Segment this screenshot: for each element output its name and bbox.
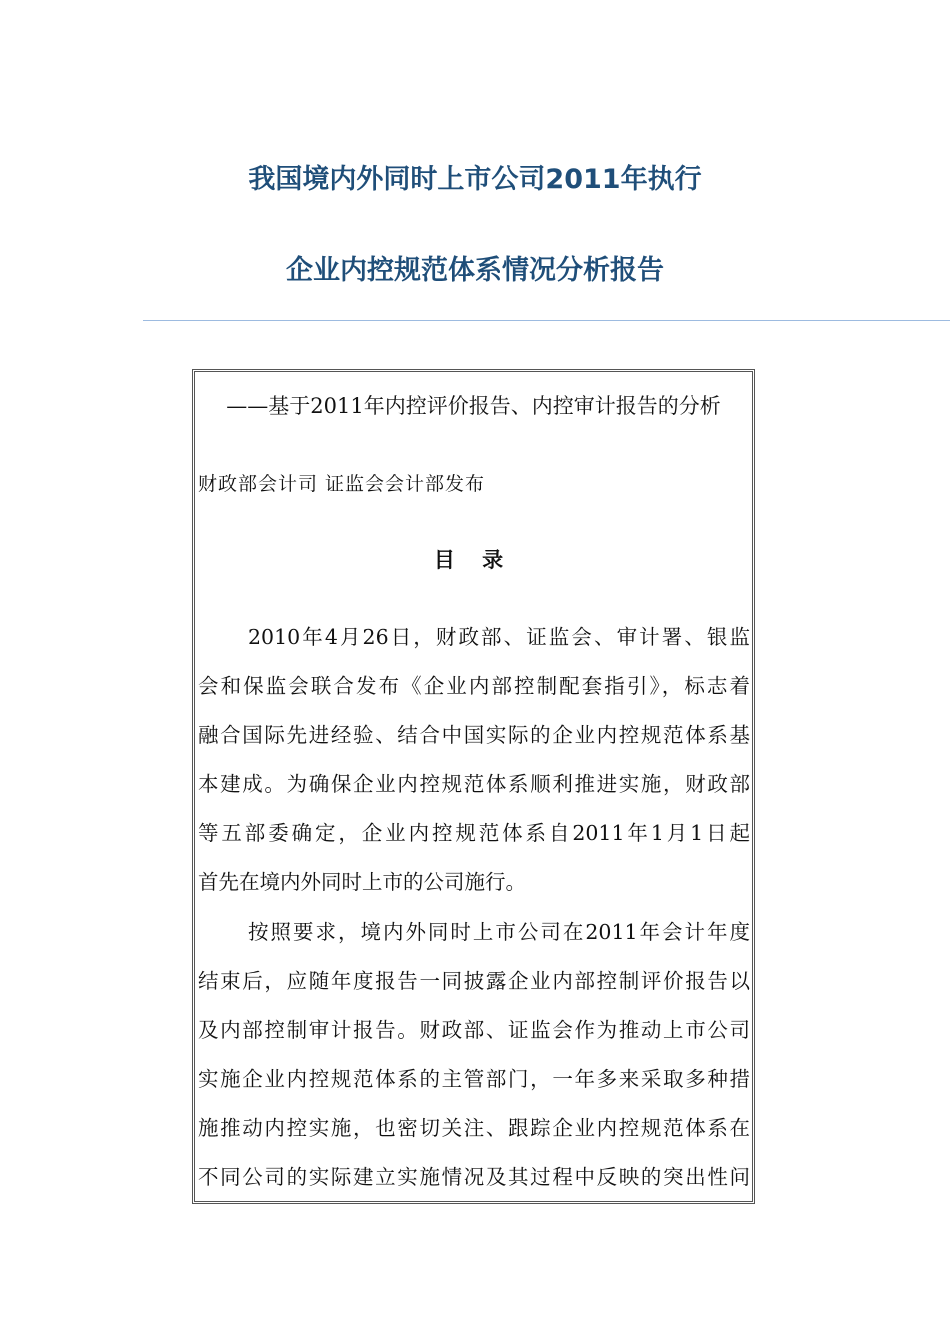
paragraph-line: 施推动内控实施，也密切关注、跟踪企业内控规范体系在 <box>198 1116 750 1140</box>
publisher-line: 财政部会计司 证监会会计部发布 <box>198 473 486 495</box>
paragraph-line: 结束后，应随年度报告一同披露企业内部控制评价报告以 <box>198 969 750 993</box>
framed-content-box <box>192 369 755 1204</box>
title-divider <box>143 320 950 321</box>
paragraph-line: 融合国际先进经验、结合中国实际的企业内控规范体系基 <box>198 723 750 747</box>
paragraph-1 <box>198 613 750 907</box>
paragraph-line: 2010年4月26日，财政部、证监会、审计署、银监 <box>248 625 750 649</box>
paragraph-line: 及内部控制审计报告。财政部、证监会作为推动上市公司 <box>198 1018 750 1042</box>
paragraph-2 <box>198 908 750 1202</box>
subtitle: ——基于2011年内控评价报告、内控审计报告的分析 <box>226 394 721 418</box>
paragraph-line: 会和保监会联合发布《企业内部控制配套指引》，标志着 <box>198 674 750 698</box>
paragraph-line: 首先在境内外同时上市的公司施行。 <box>198 870 526 894</box>
document-title-line-1: 我国境内外同时上市公司2011年执行 <box>248 164 702 195</box>
document-title-line-2: 企业内控规范体系情况分析报告 <box>286 255 664 286</box>
paragraph-line: 等五部委确定，企业内控规范体系自2011年1月1日起 <box>198 821 750 845</box>
paragraph-line: 按照要求，境内外同时上市公司在2011年会计年度 <box>248 920 750 944</box>
paragraph-line: 不同公司的实际建立实施情况及其过程中反映的突出性问 <box>198 1165 750 1189</box>
paragraph-line: 本建成。为确保企业内控规范体系顺利推进实施，财政部 <box>198 772 750 796</box>
toc-heading: 目 录 <box>433 547 514 572</box>
paragraph-line: 实施企业内控规范体系的主管部门，一年多来采取多种措 <box>198 1067 750 1091</box>
